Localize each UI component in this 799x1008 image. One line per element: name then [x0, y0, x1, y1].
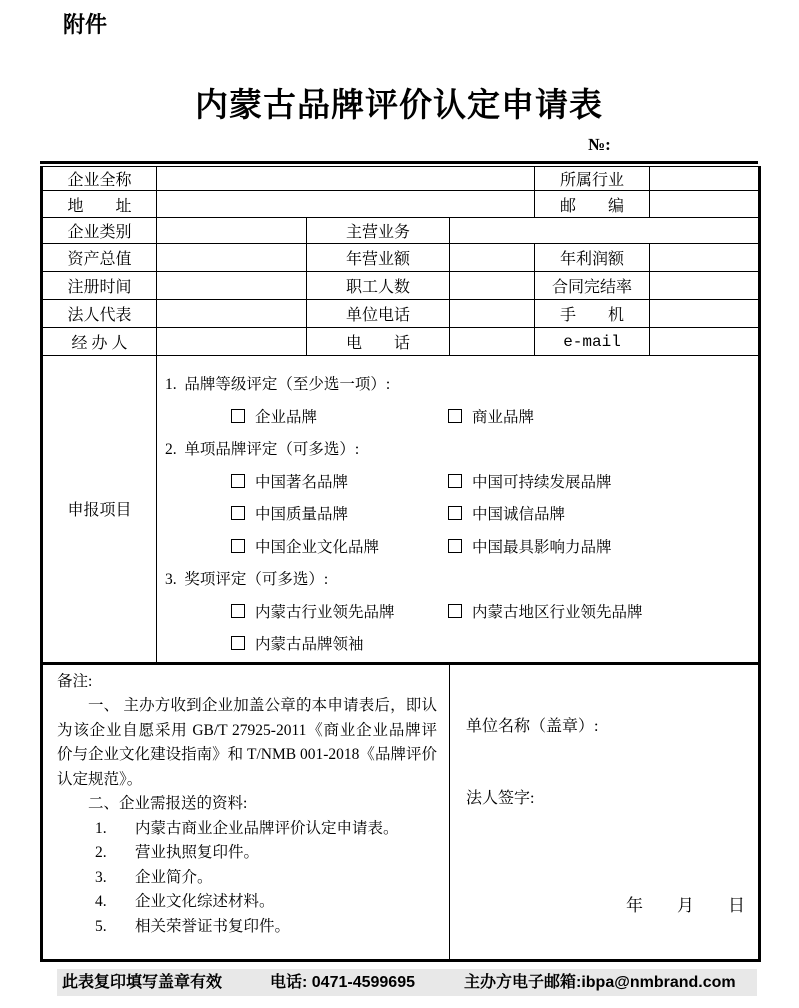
- option-label: 中国最具影响力品牌: [472, 538, 612, 556]
- handler-phone-input-cell[interactable]: [450, 328, 535, 356]
- serial-number-label: №:: [588, 135, 611, 154]
- item-number: 5.: [95, 917, 107, 935]
- company-name-label: 企业全称: [42, 167, 157, 191]
- main-business-label: 主营业务: [307, 218, 450, 244]
- option-row: [157, 532, 758, 565]
- option-label: 中国质量品牌: [255, 506, 349, 523]
- option-label: 商业品牌: [472, 408, 535, 426]
- annual-profit-label: 年利润额: [535, 244, 650, 272]
- checkbox-icon[interactable]: [448, 506, 462, 520]
- contract-rate-label: 合同完结率: [535, 272, 650, 300]
- checkbox-icon[interactable]: [448, 409, 462, 423]
- handler-phone-label: 电 话: [307, 328, 450, 356]
- notes-list-item: [57, 890, 437, 915]
- postcode-input-cell[interactable]: [650, 191, 760, 218]
- company-phone-label: 单位电话: [307, 300, 450, 328]
- register-date-input-cell[interactable]: [157, 272, 307, 300]
- option-label: 中国诚信品牌: [472, 506, 566, 523]
- industry-label: 所属行业: [535, 167, 650, 191]
- mobile-input-cell[interactable]: [650, 300, 760, 328]
- handler-label: 经 办 人: [42, 328, 157, 356]
- postcode-label: 邮 编: [535, 191, 650, 218]
- checkbox-icon[interactable]: [231, 604, 245, 618]
- annual-revenue-input-cell[interactable]: [450, 244, 535, 272]
- annual-revenue-label: 年营业额: [307, 244, 450, 272]
- checkbox-icon[interactable]: [448, 474, 462, 488]
- table-row: [42, 300, 760, 328]
- application-items-content: [157, 356, 758, 662]
- notes-list-item: [57, 841, 437, 866]
- legal-rep-label: 法人代表: [42, 300, 157, 328]
- option-label: 中国企业文化品牌: [255, 538, 380, 556]
- option-label: 内蒙古品牌领袖: [255, 636, 364, 653]
- stamp-cell: [450, 663, 760, 960]
- section-heading-row: [157, 564, 758, 597]
- table-row: [42, 218, 760, 244]
- section-heading-row: [157, 369, 758, 402]
- mobile-label: 手 机: [535, 300, 650, 328]
- item-number: 4.: [95, 893, 107, 910]
- notes-row: [42, 663, 760, 960]
- application-form-table: [40, 166, 761, 962]
- notes-title: 备注:: [57, 672, 93, 690]
- section-1-heading: 1. 品牌等级评定（至少选一项）:: [165, 376, 391, 393]
- company-type-input-cell[interactable]: [157, 218, 307, 244]
- option-row: [157, 499, 758, 532]
- section-heading-row: [157, 434, 758, 467]
- item-text: 企业简介。: [135, 868, 213, 886]
- table-row: [42, 272, 760, 300]
- annual-profit-input-cell[interactable]: [650, 244, 760, 272]
- table-row: [42, 167, 760, 191]
- option-label: 内蒙古行业领先品牌: [255, 603, 395, 621]
- notes-cell: [42, 663, 450, 960]
- table-row: [42, 328, 760, 356]
- option-label: 中国可持续发展品牌: [472, 473, 612, 491]
- table-row: [42, 191, 760, 218]
- notes-content: [43, 665, 449, 940]
- item-number: 3.: [95, 868, 107, 886]
- total-assets-input-cell[interactable]: [157, 244, 307, 272]
- date-label: 年 月 日: [626, 895, 745, 915]
- option-row: [157, 597, 758, 630]
- notes-list-item: [57, 866, 437, 891]
- company-seal-label: 单位名称（盖章）:: [466, 717, 599, 735]
- checkbox-icon[interactable]: [448, 604, 462, 618]
- notes-list-item: [57, 915, 437, 940]
- item-text: 内蒙古商业企业品牌评价认定申请表。: [135, 819, 399, 837]
- notes-list-item: [57, 817, 437, 842]
- item-number: 2.: [95, 844, 107, 861]
- address-input-cell[interactable]: [157, 191, 535, 218]
- attachment-label: 附件: [63, 12, 108, 37]
- option-row: [157, 629, 758, 662]
- notes-subheading: 二、企业需报送的资料:: [88, 795, 248, 812]
- company-type-label: 企业类别: [42, 218, 157, 244]
- company-name-input-cell[interactable]: [157, 167, 535, 191]
- section-2-heading: 2. 单项品牌评定（可多选）:: [165, 441, 360, 458]
- staff-count-label: 职工人数: [307, 272, 450, 300]
- handler-input-cell[interactable]: [157, 328, 307, 356]
- checkbox-icon[interactable]: [448, 539, 462, 553]
- application-items-label: 申报项目: [42, 356, 157, 664]
- section-3-heading: 3. 奖项评定（可多选）:: [165, 571, 329, 588]
- footer-validity-note: 此表复印填写盖章有效: [62, 974, 223, 991]
- option-label: 内蒙古地区行业领先品牌: [472, 603, 643, 621]
- table-top-border: [40, 161, 758, 164]
- legal-rep-input-cell[interactable]: [157, 300, 307, 328]
- option-row: [157, 467, 758, 500]
- register-date-label: 注册时间: [42, 272, 157, 300]
- footer-email: 主办方电子邮箱:ibpa@nmbrand.com: [464, 974, 736, 991]
- staff-count-input-cell[interactable]: [450, 272, 535, 300]
- legal-signature-label: 法人签字:: [466, 789, 535, 807]
- address-label: 地 址: [42, 191, 157, 218]
- checkbox-icon[interactable]: [231, 409, 245, 423]
- footer-phone: 电话: 0471-4599695: [270, 974, 415, 991]
- checkbox-icon[interactable]: [231, 506, 245, 520]
- footer-strip: [57, 969, 757, 996]
- email-input-cell[interactable]: [650, 328, 760, 356]
- item-text: 营业执照复印件。: [135, 844, 260, 861]
- total-assets-label: 资产总值: [42, 244, 157, 272]
- application-items-row: [42, 356, 760, 664]
- contract-rate-input-cell[interactable]: [650, 272, 760, 300]
- checkbox-icon[interactable]: [231, 636, 245, 650]
- industry-input-cell[interactable]: [650, 167, 760, 191]
- item-text: 相关荣誉证书复印件。: [135, 917, 291, 935]
- checkbox-icon[interactable]: [231, 474, 245, 488]
- option-label: 企业品牌: [255, 408, 318, 426]
- option-row: [157, 402, 758, 435]
- option-label: 中国著名品牌: [255, 473, 349, 491]
- company-phone-input-cell[interactable]: [450, 300, 535, 328]
- email-label: e-mail: [535, 328, 650, 356]
- item-number: 1.: [95, 819, 107, 837]
- item-text: 企业文化综述材料。: [135, 893, 275, 910]
- notes-paragraph: 一、 主办方收到企业加盖公章的本申请表后，即认为该企业自愿采用 GB/T 27925-2011《商业企业品牌评价与企业文化建设指南》和 T/NMB 001-2018《品牌评价认定规范》。: [57, 697, 437, 788]
- table-row: [42, 244, 760, 272]
- application-items-cell: [157, 356, 760, 664]
- main-business-input-cell[interactable]: [450, 218, 760, 244]
- checkbox-icon[interactable]: [231, 539, 245, 553]
- page-title: 内蒙古品牌评价认定申请表: [195, 88, 603, 124]
